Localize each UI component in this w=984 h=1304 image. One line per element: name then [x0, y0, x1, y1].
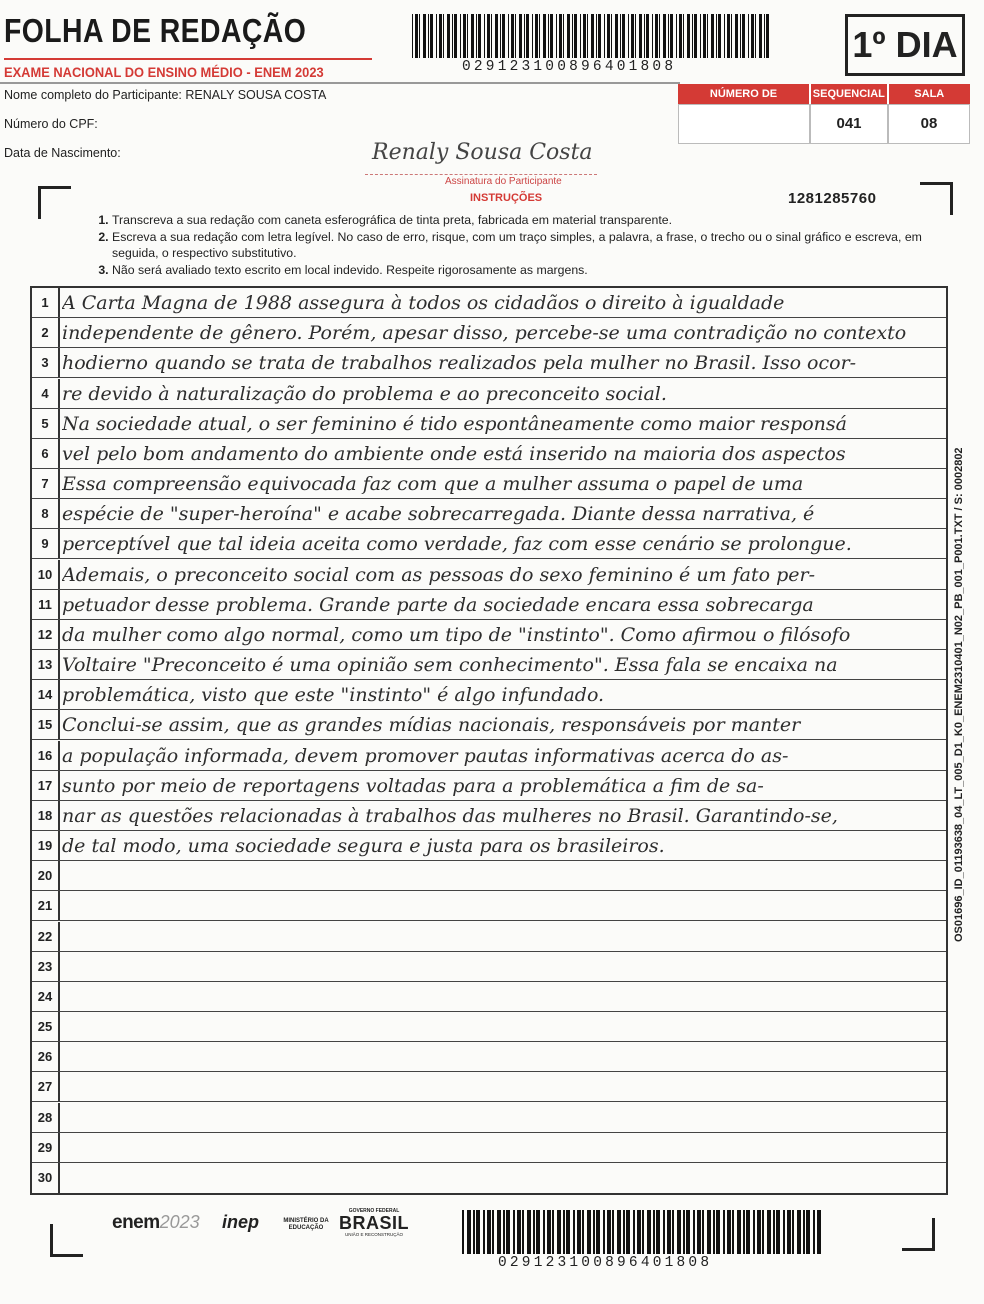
- registration-value: [678, 104, 810, 144]
- essay-line: [32, 288, 946, 318]
- title-underline: [4, 58, 372, 60]
- line-number: 16: [32, 741, 60, 770]
- handwritten-text: a população informada, devem promover pautas informativas acerca do as-: [62, 744, 789, 767]
- handwritten-text: de tal modo, uma sociedade segura e justa para os brasileiros.: [62, 835, 665, 857]
- sequential-header: SEQUENCIAL: [809, 84, 886, 104]
- instructions-list: [94, 212, 934, 279]
- handwritten-text: sunto por meio de reportagens voltadas para a problemática a fim de sa-: [62, 774, 764, 797]
- line-number: 22: [32, 922, 60, 951]
- handwritten-text: petuador desse problema. Grande parte da sociedade encara essa sobrecarga: [62, 593, 814, 616]
- handwritten-text: re devido à naturalização do problema e ao preconceito social.: [62, 382, 667, 405]
- line-number: 13: [32, 650, 60, 679]
- side-code: OS01696_ID_01193638_04_LT_005_D1_K0_ENEM2310401_N02_PB_001_P001.TXT / S: 0002802: [953, 447, 965, 942]
- essay-line: [32, 590, 946, 620]
- line-number: 30: [32, 1163, 60, 1193]
- handwritten-text: Na sociedade atual, o ser feminino é tido espontâneamente como maior responsá: [62, 412, 847, 435]
- line-number: 12: [32, 620, 60, 649]
- essay-line: [32, 801, 946, 831]
- line-number: 9: [32, 529, 60, 558]
- corner-mark-top-left: [38, 186, 71, 219]
- handwritten-text: A Carta Magna de 1988 assegura à todos os cidadãos o direito à igualdade: [62, 292, 785, 314]
- instruction-item: 2. Escreva a sua redação com letra legível. No caso de erro, risque, com um traço simples, a palavra, a frase, o trecho ou o sinal gráfico e escreva, em seguida, o respectivo substitutivo.: [112, 229, 934, 261]
- page-title: FOLHA DE REDAÇÃO: [4, 12, 307, 49]
- essay-line: [32, 982, 946, 1012]
- name-label: Nome completo do Participante:: [4, 88, 182, 102]
- essay-line: [32, 318, 946, 348]
- essay-sheet: [30, 286, 948, 1195]
- essay-line: [32, 710, 946, 740]
- gov-brasil-sub: UNIÃO E RECONSTRUÇÃO: [344, 1232, 403, 1237]
- line-number: 18: [32, 801, 60, 830]
- line-number: 5: [32, 409, 60, 438]
- essay-line: [32, 861, 946, 891]
- line-number: 27: [32, 1072, 60, 1101]
- cpf-label: Número do CPF:: [4, 117, 98, 131]
- enem-logo-year: 2023: [159, 1212, 200, 1232]
- essay-line: [32, 1042, 946, 1072]
- day-badge: 1º DIA: [845, 14, 965, 76]
- registration-table: [678, 84, 970, 144]
- header-divider: [0, 82, 680, 84]
- instruction-item: 3. Não será avaliado texto escrito em local indevido. Respeite rigorosamente as margens.: [112, 262, 934, 278]
- line-number: 19: [32, 831, 60, 860]
- line-number: 7: [32, 469, 60, 498]
- registration-header: NÚMERO DE: [678, 84, 809, 104]
- enem-logo-text: enem: [112, 1212, 160, 1233]
- enem-logo: [112, 1212, 200, 1234]
- handwritten-text: Voltaire "Preconceito é uma opinião sem conhecimento". Essa fala se encaixa na: [62, 654, 838, 676]
- gov-brasil-logo: [338, 1208, 410, 1237]
- essay-line: [32, 1133, 946, 1163]
- room-value: 08: [888, 104, 970, 144]
- essay-line: [32, 499, 946, 529]
- handwritten-text: Conclui-se assim, que as grandes mídias nacionais, responsáveis por manter: [62, 714, 801, 737]
- top-barcode: [412, 14, 770, 58]
- essay-line: [32, 379, 946, 409]
- line-number: 20: [32, 861, 60, 890]
- bottom-barcode-number: 029123100896401808: [498, 1255, 713, 1271]
- line-number: 10: [32, 560, 60, 589]
- line-number: 2: [32, 318, 60, 347]
- name-value: RENALY SOUSA COSTA: [185, 88, 327, 102]
- essay-line: [32, 409, 946, 439]
- essay-line: [32, 650, 946, 680]
- essay-line: [32, 439, 946, 469]
- handwritten-text: problemática, visto que este "instinto" é algo infundado.: [62, 684, 605, 707]
- handwritten-text: Essa compreensão equivocada faz com que a mulher assuma o papel de uma: [62, 473, 804, 495]
- essay-line: [32, 680, 946, 710]
- line-number: 3: [32, 348, 60, 377]
- handwritten-text: vel pelo bom andamento do ambiente onde está inserido na maioria dos aspectos: [62, 442, 846, 465]
- essay-line: [32, 741, 946, 771]
- exam-subtitle: EXAME NACIONAL DO ENSINO MÉDIO - ENEM 2023: [4, 64, 324, 80]
- ministry-logo: MINISTÉRIO DA EDUCAÇÃO: [283, 1218, 329, 1231]
- corner-mark-bottom-right: [902, 1218, 935, 1251]
- line-number: 14: [32, 680, 60, 709]
- line-number: 11: [32, 590, 60, 619]
- essay-line: [32, 771, 946, 801]
- essay-line: [32, 469, 946, 499]
- inep-logo: inep: [222, 1212, 260, 1232]
- line-number: 17: [32, 771, 60, 800]
- handwritten-text: Ademais, o preconceito social com as pessoas do sexo feminino é um fato per-: [62, 563, 815, 586]
- essay-line: [32, 922, 946, 952]
- handwritten-text: hodierno quando se trata de trabalhos realizados pela mulher no Brasil. Isso ocor-: [62, 352, 857, 375]
- essay-line: [32, 952, 946, 982]
- line-number: 26: [32, 1042, 60, 1071]
- instruction-item: 1. Transcreva a sua redação com caneta esferográfica de tinta preta, fabricada em material transparente.: [112, 212, 934, 228]
- essay-line: [32, 1072, 946, 1102]
- participant-name-row: [4, 88, 326, 102]
- birth-date-label: Data de Nascimento:: [4, 146, 121, 160]
- bottom-barcode: [462, 1210, 822, 1254]
- line-number: 24: [32, 982, 60, 1011]
- sequential-value: 041: [810, 104, 888, 144]
- handwritten-text: perceptível que tal ideia aceita como verdade, faz com esse cenário se prolongue.: [62, 533, 852, 556]
- essay-line: [32, 1103, 946, 1133]
- handwritten-text: nar as questões relacionadas à trabalhos das mulheres no Brasil. Garantindo-se,: [62, 804, 838, 827]
- line-number: 6: [32, 439, 60, 468]
- line-number: 29: [32, 1133, 60, 1162]
- line-number: 1: [32, 288, 60, 317]
- signature-caption: Assinatura do Participante: [445, 176, 562, 187]
- corner-mark-bottom-left: [50, 1224, 83, 1257]
- signature-line: [365, 174, 597, 175]
- essay-line: [32, 560, 946, 590]
- room-header: SALA: [887, 84, 970, 104]
- line-number: 25: [32, 1012, 60, 1041]
- essay-line: [32, 1163, 946, 1193]
- essay-line: [32, 529, 946, 559]
- instructions-title: INSTRUÇÕES: [470, 192, 543, 204]
- essay-line: [32, 620, 946, 650]
- gov-brasil-word: BRASIL: [339, 1213, 409, 1233]
- line-number: 4: [32, 379, 60, 408]
- line-number: 15: [32, 710, 60, 739]
- essay-line: [32, 1012, 946, 1042]
- essay-line: [32, 348, 946, 378]
- line-number: 28: [32, 1103, 60, 1132]
- gov-brasil-top: GOVERNO FEDERAL: [348, 1208, 400, 1214]
- sheet-code: 1281285760: [788, 190, 877, 207]
- corner-mark-top-right: [920, 182, 953, 215]
- handwritten-text: independente de gênero. Porém, apesar disso, percebe-se uma contradição no contexto: [62, 322, 907, 345]
- line-number: 8: [32, 499, 60, 528]
- participant-signature: Renaly Sousa Costa: [372, 140, 593, 165]
- handwritten-text: espécie de "super-heroína" e acabe sobrecarregada. Diante dessa narrativa, é: [62, 503, 815, 526]
- line-number: 21: [32, 891, 60, 920]
- essay-line: [32, 891, 946, 921]
- handwritten-text: da mulher como algo normal, como um tipo de "instinto". Como afirmou o filósofo: [62, 623, 851, 646]
- essay-line: [32, 831, 946, 861]
- line-number: 23: [32, 952, 60, 981]
- top-barcode-number: 029123100896401808: [462, 59, 677, 75]
